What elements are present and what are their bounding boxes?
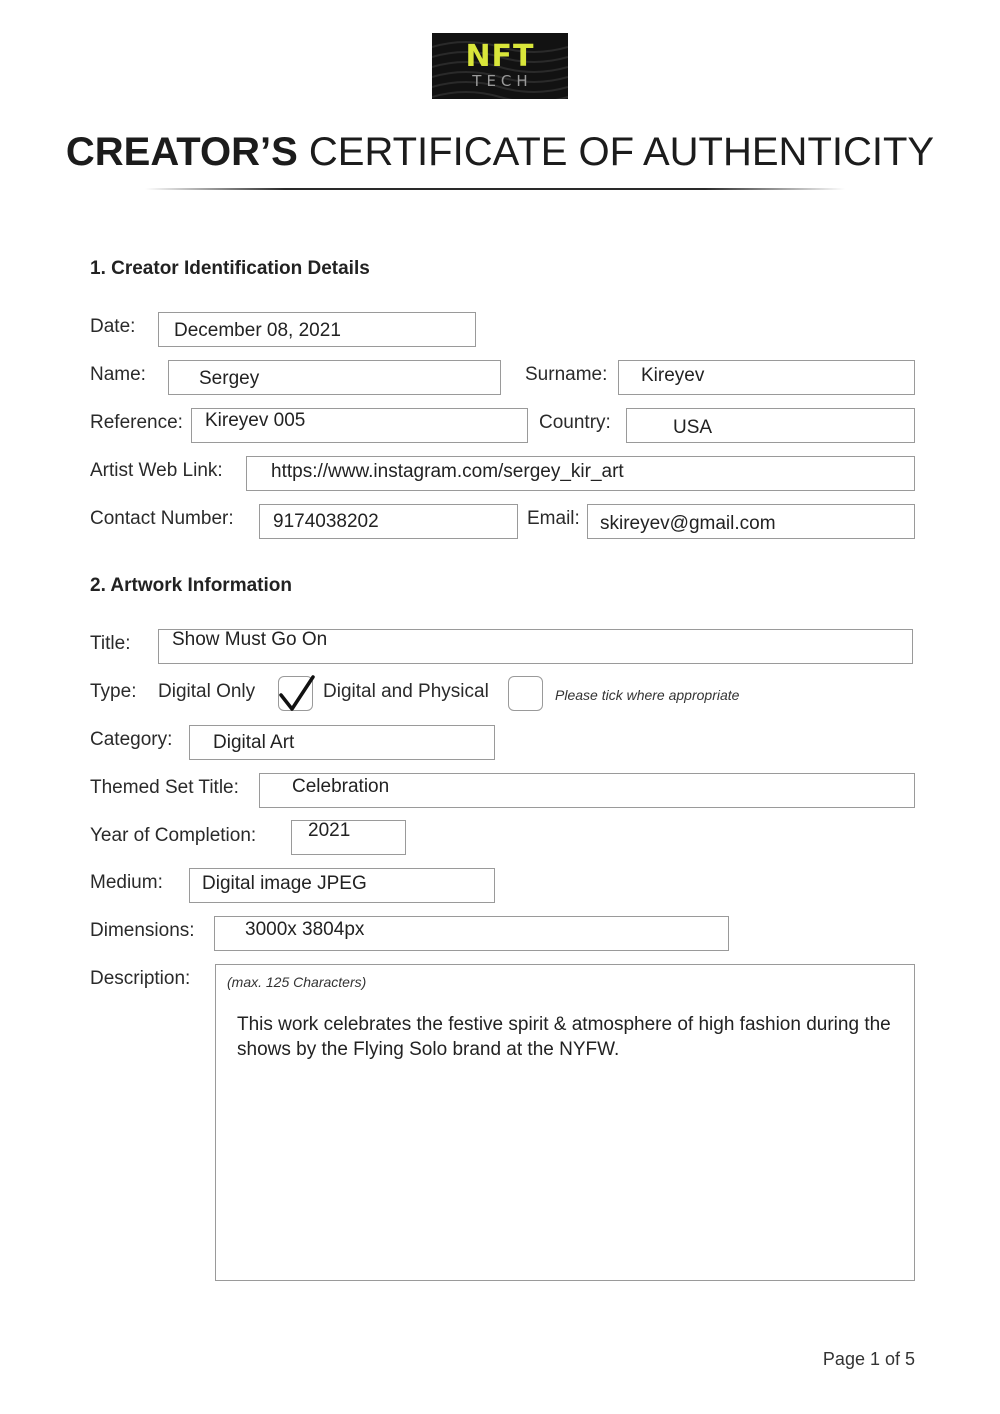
section-heading-creator: 1. Creator Identification Details (90, 258, 370, 279)
page-title-bold: CREATOR’S (65, 130, 298, 174)
artwork-title-label: Title: (90, 633, 131, 654)
description-label: Description: (90, 968, 191, 989)
type-digital-only-label: Digital Only (158, 681, 256, 702)
contact-field[interactable] (259, 504, 518, 539)
dimensions-field[interactable] (214, 916, 729, 951)
dimensions-value: 3000x 3804px (245, 919, 365, 940)
page-title-light: CERTIFICATE OF AUTHENTICITY (308, 130, 935, 174)
email-field[interactable] (587, 504, 915, 539)
country-value: USA (673, 417, 713, 438)
year-value: 2021 (308, 820, 351, 841)
page-number: Page 1 of 5 (822, 1349, 915, 1369)
contact-label: Contact Number: (90, 508, 234, 529)
type-hint: Please tick where appropriate (555, 687, 740, 703)
description-hint: (max. 125 Characters) (227, 974, 367, 990)
country-label: Country: (539, 412, 611, 433)
checkmark-icon (277, 671, 317, 713)
medium-field[interactable] (189, 868, 495, 903)
country-field[interactable] (626, 408, 915, 443)
title-divider (145, 188, 845, 190)
type-label: Type: (90, 681, 137, 702)
name-label: Name: (90, 364, 146, 385)
logo-text-tech: TECH (472, 72, 533, 90)
surname-value: Kireyev (641, 365, 705, 386)
reference-value: Kireyev 005 (205, 410, 306, 431)
themed-set-label: Themed Set Title: (90, 777, 239, 798)
description-field[interactable] (215, 964, 915, 1281)
page-title (0, 128, 1000, 176)
surname-field[interactable] (618, 360, 915, 395)
dimensions-label: Dimensions: (90, 920, 195, 941)
name-value: Sergey (199, 368, 260, 389)
digital-physical-checkbox[interactable] (508, 676, 543, 711)
name-field[interactable] (168, 360, 501, 395)
artwork-title-field[interactable] (158, 629, 913, 664)
reference-field[interactable] (191, 408, 528, 443)
web-link-value: https://www.instagram.com/sergey_kir_art (271, 461, 624, 482)
medium-label: Medium: (90, 872, 163, 893)
date-field[interactable] (158, 312, 476, 347)
category-label: Category: (90, 729, 173, 750)
web-link-label: Artist Web Link: (90, 460, 223, 481)
description-value: This work celebrates the festive spirit & atmosphere of high fashion during the shows by the Flying Solo brand at the NYFW. (237, 1014, 891, 1060)
email-value: skireyev@gmail.com (600, 513, 776, 534)
reference-label: Reference: (90, 412, 183, 433)
email-label: Email: (527, 508, 580, 529)
type-digital-physical-label: Digital and Physical (323, 681, 489, 702)
nft-tech-logo (432, 33, 568, 99)
themed-set-value: Celebration (292, 776, 390, 797)
surname-label: Surname: (525, 364, 608, 385)
digital-only-checkbox[interactable] (278, 676, 313, 711)
category-field[interactable] (189, 725, 495, 760)
date-value: December 08, 2021 (174, 320, 341, 341)
year-label: Year of Completion: (90, 825, 257, 846)
section-heading-artwork: 2. Artwork Information (90, 575, 292, 596)
date-label: Date: (90, 316, 136, 337)
logo-text-nft: NFT (465, 39, 535, 74)
category-value: Digital Art (213, 732, 295, 753)
year-field[interactable] (291, 820, 406, 855)
themed-set-field[interactable] (259, 773, 915, 808)
web-link-field[interactable] (246, 456, 915, 491)
medium-value: Digital image JPEG (202, 873, 367, 894)
artwork-title-value: Show Must Go On (172, 629, 328, 650)
contact-value: 9174038202 (273, 511, 379, 532)
